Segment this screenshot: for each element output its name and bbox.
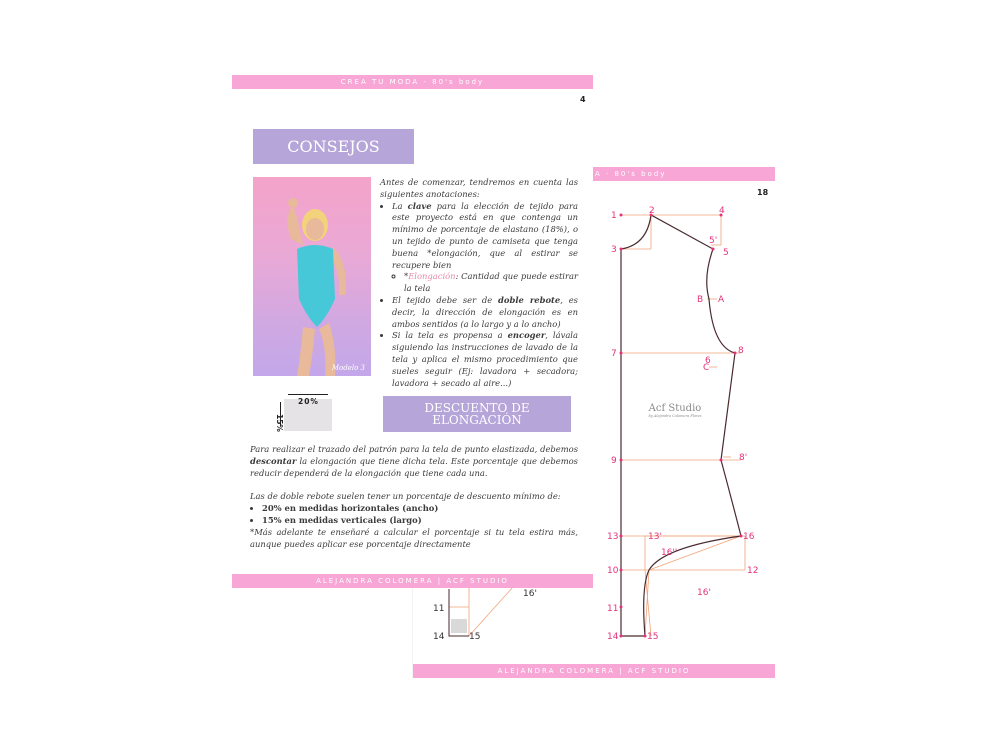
tips-text [380, 177, 578, 389]
pattern-page-number: 18 [757, 188, 769, 197]
label-5-prime: 5' [709, 236, 718, 246]
front-page-number: 4 [580, 95, 586, 104]
label-6: 6 [705, 356, 711, 366]
descuento-title: DESCUENTO DE ELONGACIÓN [383, 396, 571, 432]
front-page-footer: ALEJANDRA COLOMERA | ACF STUDIO [232, 574, 593, 588]
label-15: 15 [647, 632, 659, 642]
pattern-page-header: A · 80's body [593, 167, 775, 181]
swatch-v-label: 15% [275, 414, 284, 432]
tip-item: • La clave para la elección de tejido para este proyecto está en que contenga un mínimo de porcentaje de elastano (18%), o un tejido de punto de camiseta que tenga buena *elongación, que al estirar se recupere bien ◦ *Elongación: Cantidad que puede estirar la tela [392, 201, 578, 295]
label-b: B [697, 295, 704, 305]
watermark-title: Acf Studio [648, 403, 702, 414]
label-9: 9 [611, 456, 617, 466]
label-5: 5 [723, 248, 729, 258]
label-4: 4 [719, 206, 725, 216]
pattern-guide-lines [621, 215, 748, 636]
model-photo [253, 177, 371, 376]
tip-item: • El tejido debe ser de doble rebote, es decir, la dirección de elongación es en ambos sentidos (a lo largo y a lo ancho) [392, 295, 578, 330]
lower-label-11: 11 [433, 604, 445, 614]
label-12: 12 [747, 566, 759, 576]
descuento-list [262, 503, 578, 527]
pattern-page-footer: ALEJANDRA COLOMERA | ACF STUDIO [413, 664, 775, 678]
label-16-double-prime: 16'' [661, 548, 678, 558]
descuento-text [250, 444, 578, 550]
label-13: 13 [607, 532, 619, 542]
label-7: 7 [611, 349, 617, 359]
pattern-outline [621, 215, 741, 636]
tip-sub-item: ◦ *Elongación: Cantidad que puede estirar la tela [404, 271, 578, 295]
label-16: 16 [743, 532, 755, 542]
consejos-title: CONSEJOS [253, 129, 414, 164]
photo-caption: Modelo 3 [331, 364, 365, 372]
watermark-subtitle: by Alejandra Colomera Flores [648, 414, 702, 418]
label-11: 11 [607, 604, 619, 614]
swatch-h-label: 20% [298, 397, 319, 406]
descuento-item: • 15% en medidas verticales (largo) [262, 515, 578, 527]
lower-label-14: 14 [433, 632, 445, 642]
label-a: A [718, 295, 725, 305]
tips-intro: Antes de comenzar, tendremos en cuenta las siguientes anotaciones: [380, 177, 578, 199]
tip-item: • Si la tela es propensa a encoger, lávala siguiendo las instrucciones de lavado de la tela y aplica el mismo procedimiento que sueles seguir (Ej: lavadora + secadora; lavadora + secado al aire...) [392, 330, 578, 389]
label-8-prime: 8' [739, 453, 748, 463]
consejos-page [232, 75, 593, 588]
label-16-prime: 16' [697, 588, 711, 598]
descuento-note: *Más adelante te enseñaré a calcular el porcentaje si tu tela estira más, aunque puedes aplicar ese porcentaje directamente [250, 526, 578, 549]
label-3: 3 [611, 245, 617, 255]
model-figure [253, 177, 371, 376]
label-8: 8 [738, 346, 744, 356]
label-13-prime: 13' [648, 532, 662, 542]
label-10: 10 [607, 566, 619, 576]
watermark [635, 403, 715, 418]
swatch-h-arrow [288, 394, 328, 395]
descuento-paragraph-2: Las de doble rebote suelen tener un porcentaje de descuento mínimo de: [250, 491, 561, 502]
label-2: 2 [649, 206, 655, 216]
label-14: 14 [607, 632, 619, 642]
label-1: 1 [611, 211, 617, 221]
descuento-item: • 20% en medidas horizontales (ancho) [262, 503, 578, 515]
front-page-header: CREA TU MODA - 80's body [232, 75, 593, 89]
lower-label-15: 15 [469, 632, 481, 642]
descuento-paragraph-1: Para realizar el trazado del patrón para la tela de punto elastizada, debemos descontar la elongación que tiene dicha tela. Este porcentaje que debemos reducir dependerá de la elongación que tiene cada una. [250, 444, 578, 478]
lower-label-16-prime: 16' [523, 589, 537, 599]
tips-list [392, 201, 578, 390]
label-c: C [703, 363, 710, 373]
